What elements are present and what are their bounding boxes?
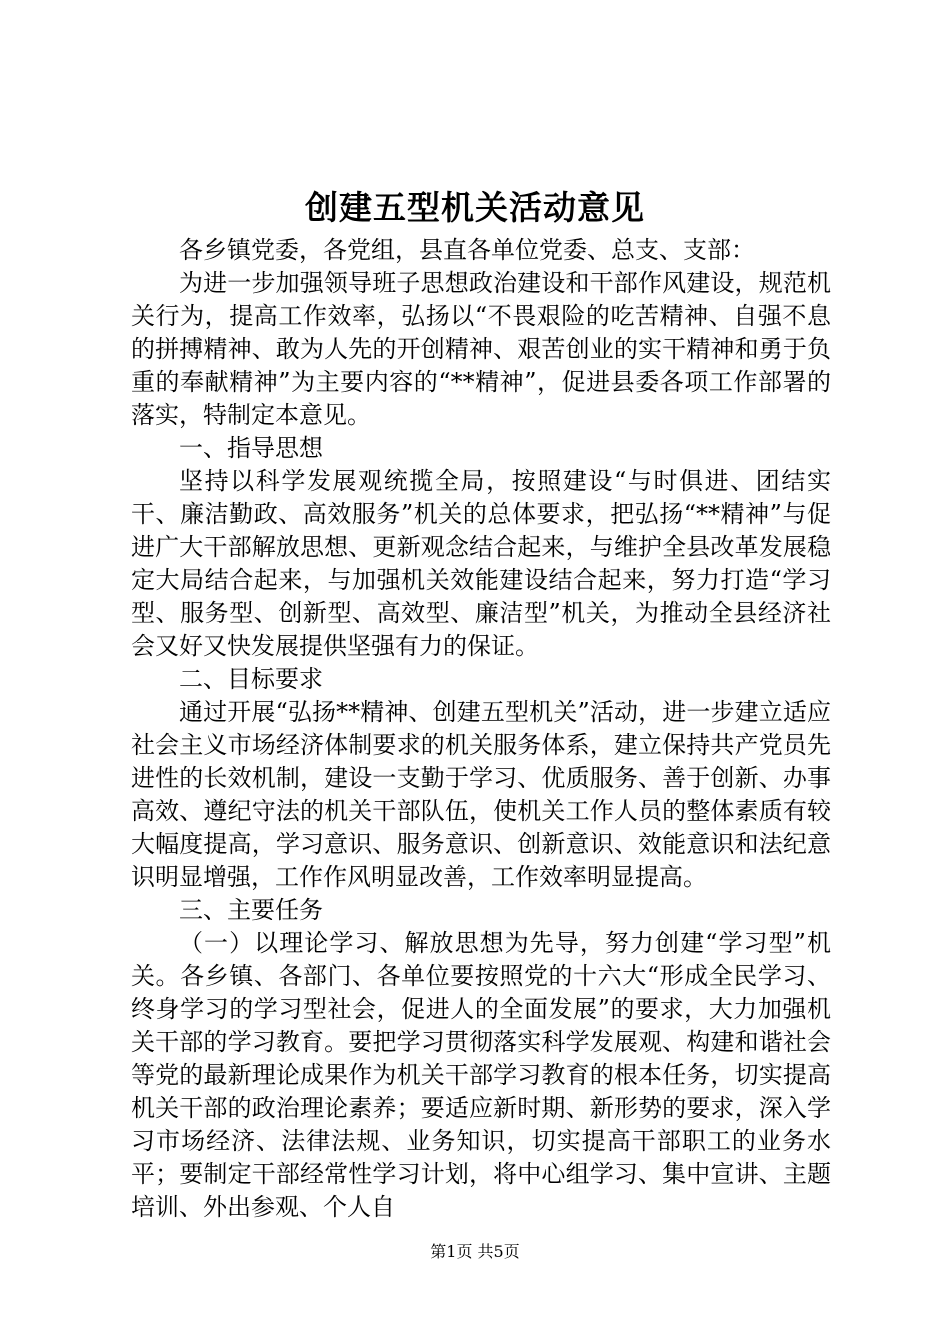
section-heading-guiding-ideology: 一、指导思想: [179, 434, 323, 462]
section-text-main-tasks: （一）以理论学习、解放思想为先导，努力创建“学习型”机关。各乡镇、各部门、各单位要按照党的十六大“形成全民学习、终身学习的学习型社会，促进人的全面发展”的要求，大力加强机关干部的学习教育。要把学习贯彻落实科学发展观、构建和谐社会等党的最新理论成果作为机关干部学习教育的根本任务，切实提高机关干部的政治理论素养；要适应新时期、新形势的要求，深入学习市场经济、法律法规、业务知识，切实提高干部职工的业务水平；要制定干部经常性学习计划，将中心组学习、集中宣讲、主题培训、外出参观、个人自: [131, 929, 831, 1221]
intro-paragraph: 为进一步加强领导班子思想政治建设和干部作风建设，规范机关行为，提高工作效率，弘扬以“不畏艰险的吃苦精神、自强不息的拼搏精神、敢为人先的开创精神、艰苦创业的实干精神和勇于负重的奉献精神”为主要内容的“**精神”，促进县委各项工作部署的落实，特制定本意见。: [131, 269, 831, 429]
page-footer: 第1页 共5页: [430, 1242, 520, 1261]
section-heading-goals: 二、目标要求: [179, 665, 323, 693]
section-text-guiding-ideology: 坚持以科学发展观统揽全局，按照建设“与时俱进、团结实干、廉洁勤政、高效服务”机关的总体要求，把弘扬“**精神”与促进广大干部解放思想、更新观念结合起来，与维护全县改革发展稳定大局结合起来，与加强机关效能建设结合起来，努力打造“学习型、服务型、创新型、高效型、廉洁型”机关，为推动全县经济社会又好又快发展提供坚强有力的保证。: [131, 467, 831, 660]
section-text-goals: 通过开展“弘扬**精神、创建五型机关”活动，进一步建立适应社会主义市场经济体制要求的机关服务体系，建立保持共产党员先进性的长效机制，建设一支勤于学习、优质服务、善于创新、办事高效、遵纪守法的机关干部队伍，使机关工作人员的整体素质有较大幅度提高，学习意识、服务意识、创新意识、效能意识和法纪意识明显增强，工作作风明显改善，工作效率明显提高。: [131, 698, 831, 891]
document-body: [131, 234, 831, 1224]
section-heading-main-tasks: 三、主要任务: [179, 896, 323, 924]
document-title: 创建五型机关活动意见: [305, 188, 645, 227]
salutation: 各乡镇党委，各党组，县直各单位党委、总支、支部：: [179, 236, 755, 264]
